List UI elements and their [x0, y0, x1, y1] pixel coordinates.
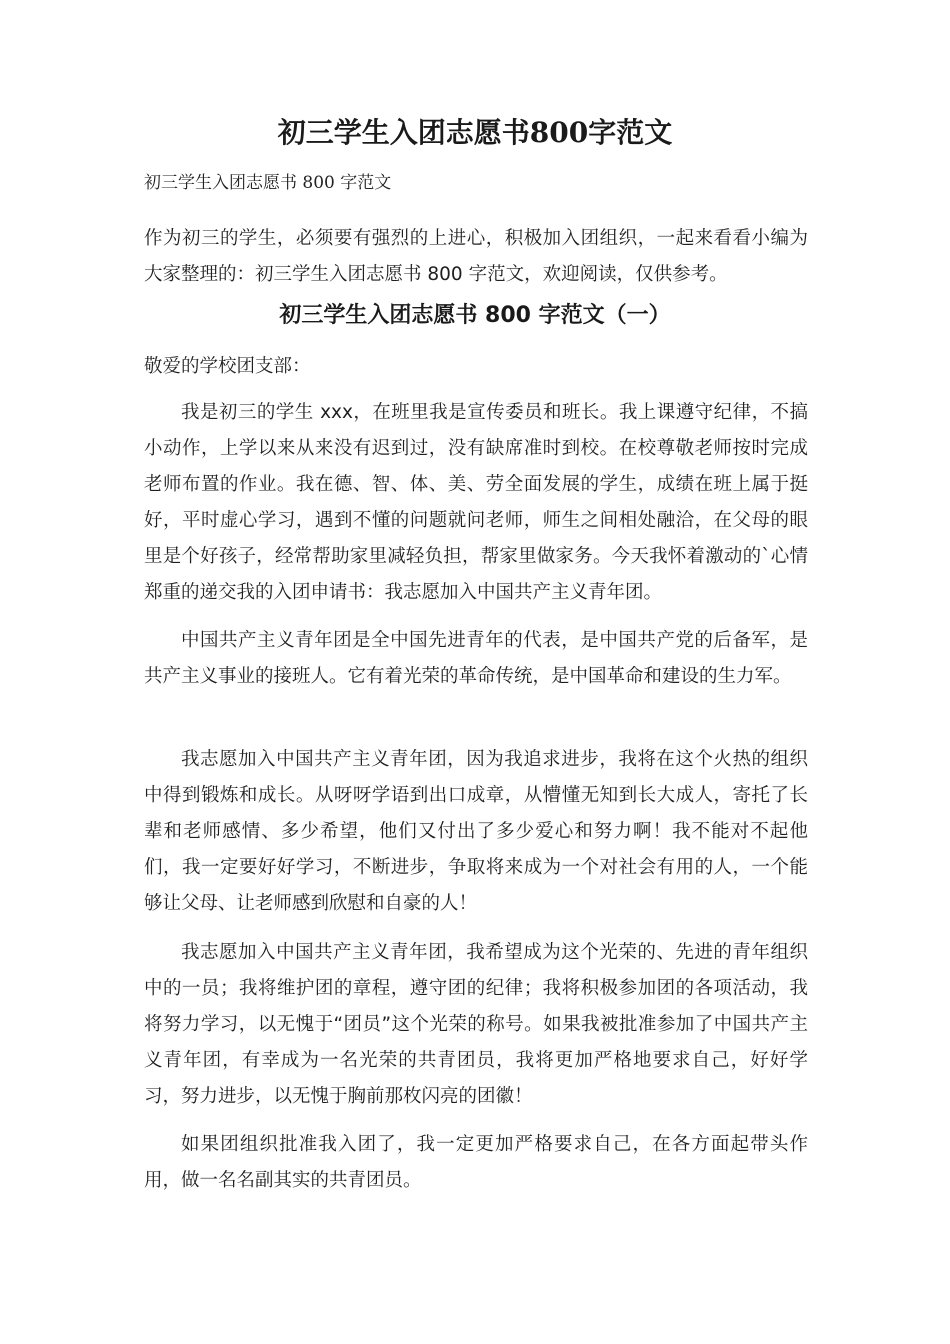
section-heading: 初三学生入团志愿书 800 字范文（一）	[279, 303, 671, 328]
body-paragraph-5: 如果团组织批准我入团了，我一定更加严格要求自己，在各方面起带头作用，做一名名副其实的共青团员。	[144, 1134, 808, 1191]
salutation: 敬爱的学校团支部：	[144, 356, 311, 377]
body-paragraph-3: 我志愿加入中国共产主义青年团，因为我追求进步，我将在这个火热的组织中得到锻炼和成长。从呀呀学语到出口成章，从懵懂无知到长大成人，寄托了长辈和老师感情、多少希望，他们又付出了多少爱心和努力啊！我不能对不起他们，我一定要好好学习，不断进步，争取将来成为一个对社会有用的人，一个能够让父母、让老师感到欣慰和自豪的人！	[144, 749, 808, 914]
body-paragraph-4: 我志愿加入中国共产主义青年团，我希望成为这个光荣的、先进的青年组织中的一员；我将维护团的章程，遵守团的纪律；我将积极参加团的各项活动，我将努力学习，以无愧于“团员”这个光荣的称号。如果我被批准参加了中国共产主义青年团，有幸成为一名光荣的共青团员，我将更加严格地要求自己，好好学习，努力进步，以无愧于胸前那枚闪亮的团徽！	[144, 942, 808, 1107]
body-paragraph-1: 我是初三的学生 xxx，在班里我是宣传委员和班长。我上课遵守纪律，不搞小动作，上学以来从来没有迟到过，没有缺席准时到校。在校尊敬老师按时完成老师布置的作业。我在德、智、体、美、劳全面发展的学生，成绩在班上属于挺好，平时虚心学习，遇到不懂的问题就问老师，师生之间相处融洽，在父母的眼里是个好孩子，经常帮助家里减轻负担，帮家里做家务。今天我怀着激动的`心情郑重的递交我的入团申请书：我志愿加入中国共产主义青年团。	[144, 402, 808, 603]
body-paragraph-2: 中国共产主义青年团是全中国先进青年的代表，是中国共产党的后备军，是共产主义事业的接班人。它有着光荣的革命传统，是中国革命和建设的生力军。	[144, 630, 808, 687]
intro-paragraph: 作为初三的学生，必须要有强烈的上进心，积极加入团组织，一起来看看小编为大家整理的：初三学生入团志愿书 800 字范文，欢迎阅读，仅供参考。	[144, 228, 808, 285]
document-subtitle: 初三学生入团志愿书 800 字范文	[144, 173, 392, 193]
document-title: 初三学生入团志愿书800字范文	[277, 116, 673, 149]
